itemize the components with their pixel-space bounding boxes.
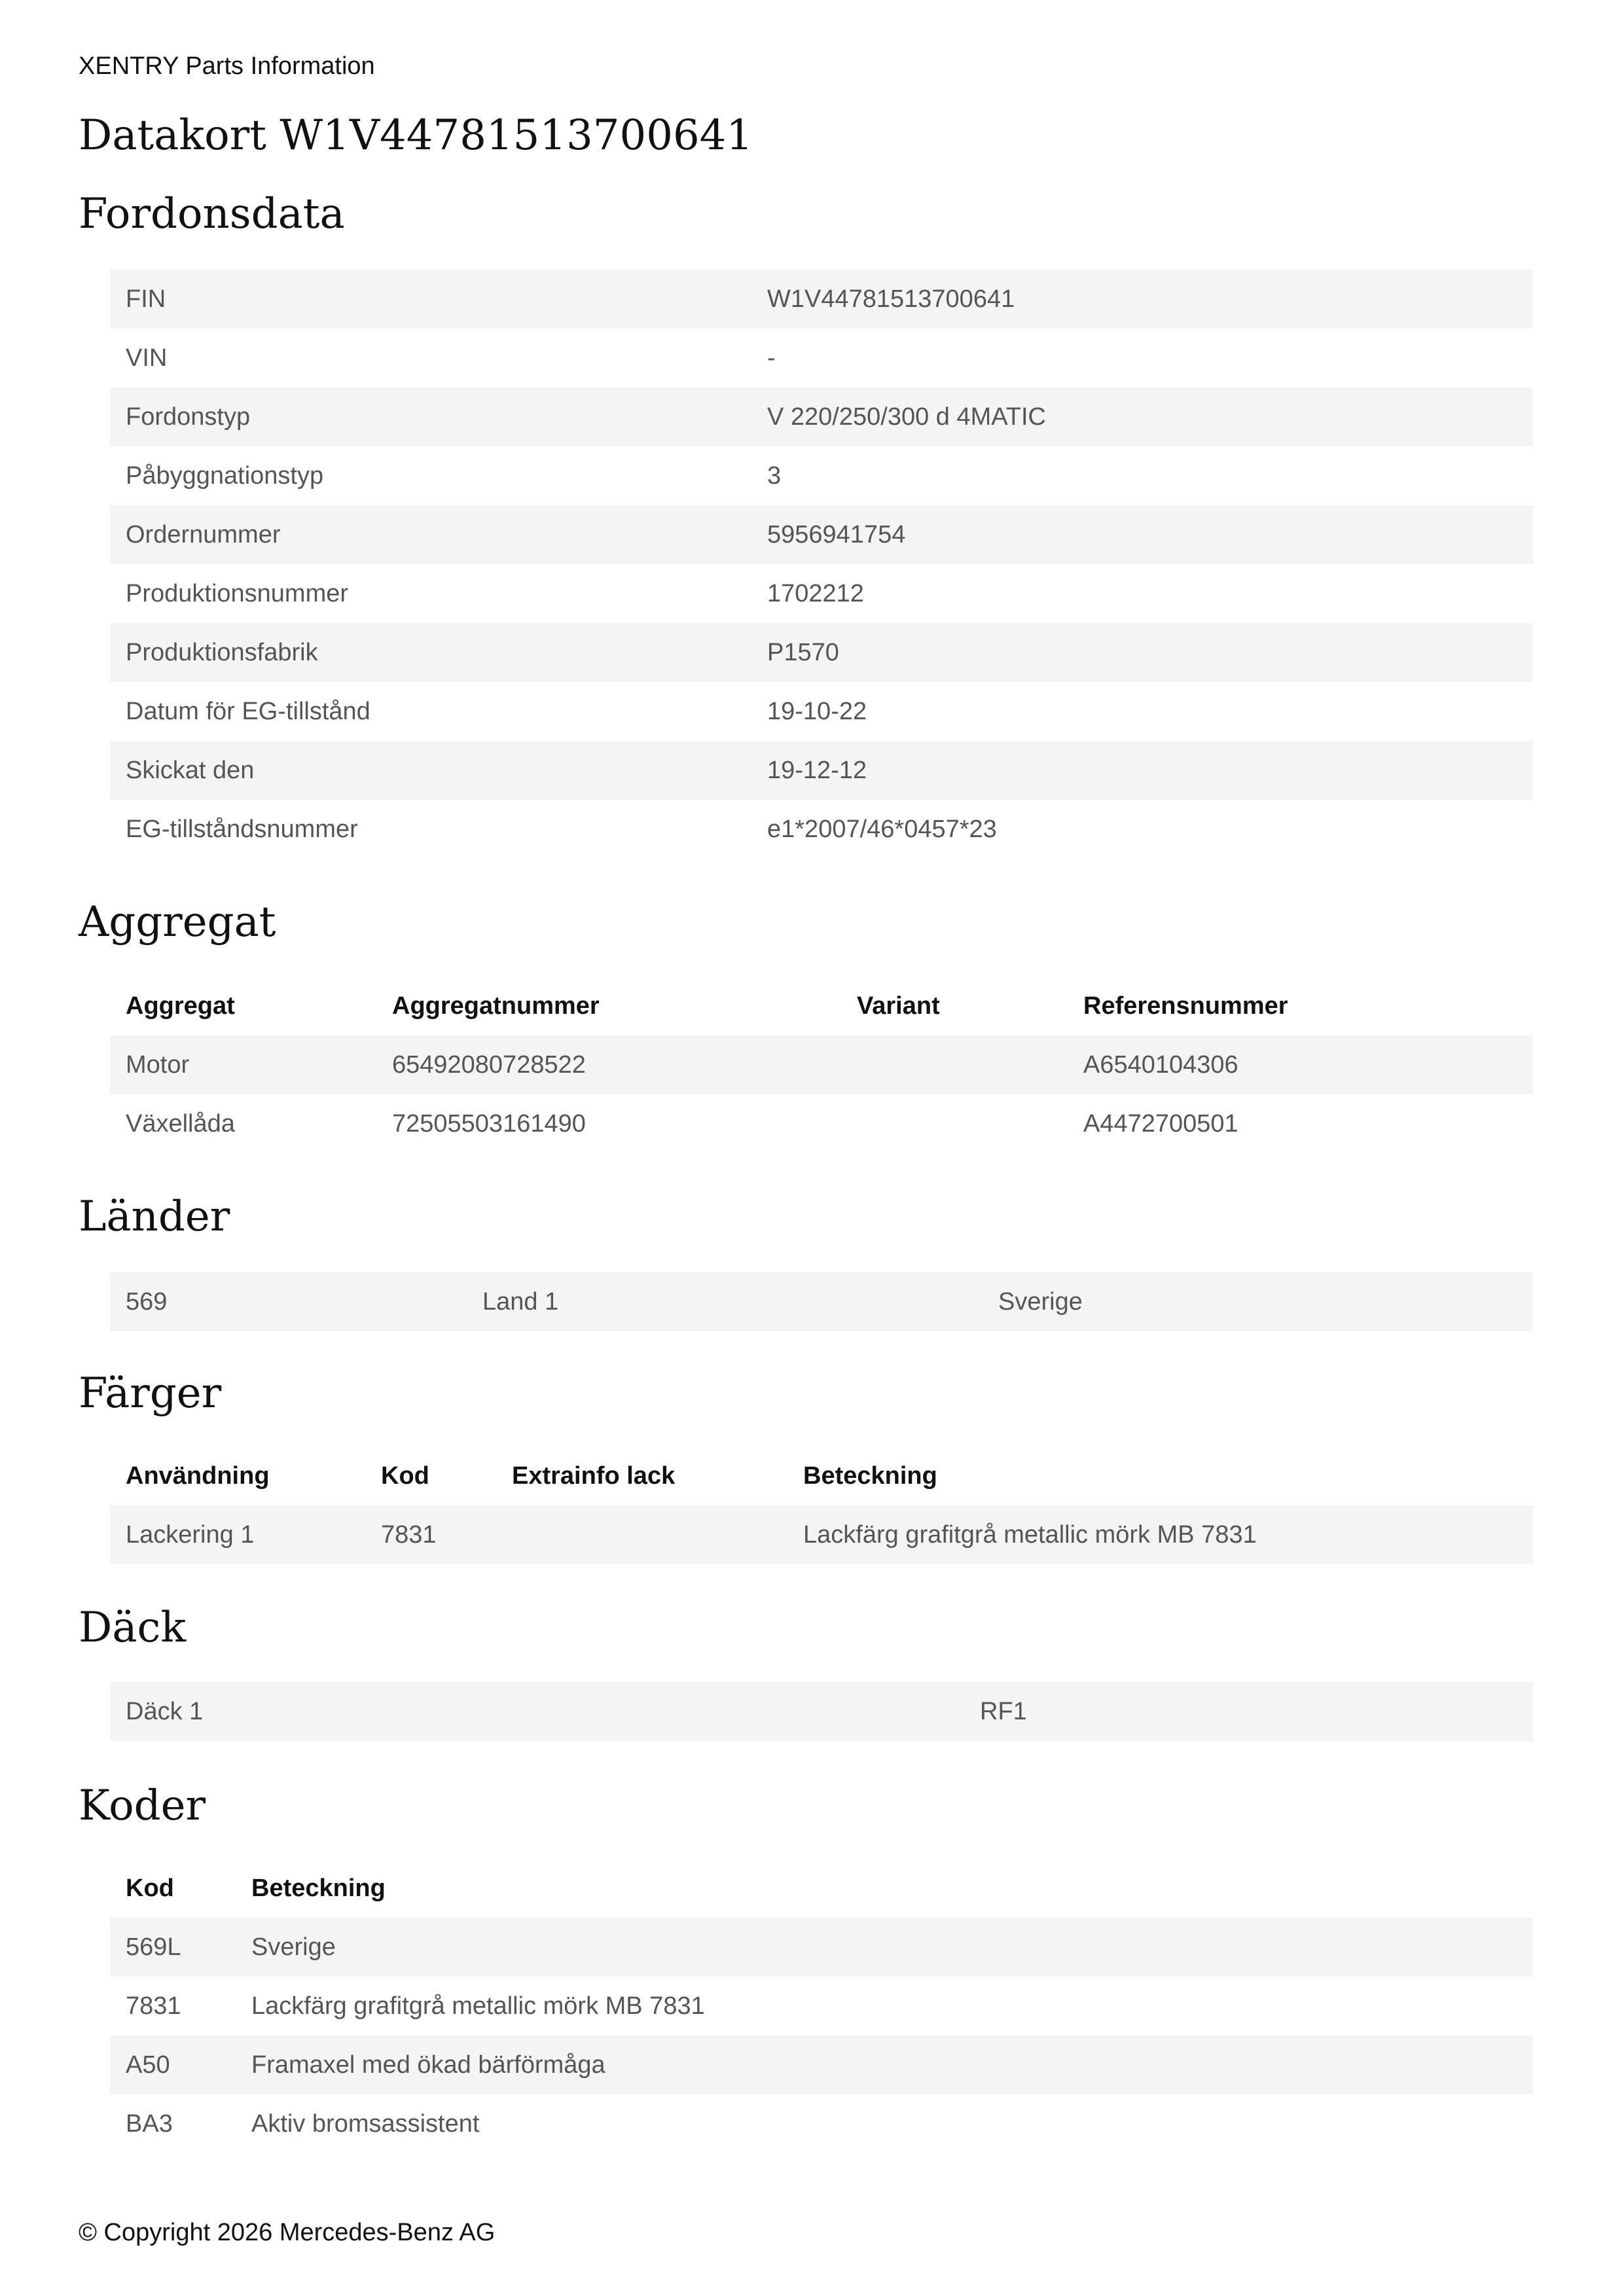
- copyright-footer: © Copyright 2026 Mercedes-Benz AG: [79, 2219, 496, 2246]
- table-row: [110, 446, 1533, 505]
- tire-label: Däck 1: [110, 1682, 964, 1741]
- table-row: [110, 270, 1533, 329]
- table-row: [110, 1035, 1533, 1094]
- color-designation: Lackfärg grafitgrå metallic mörk MB 7831: [787, 1505, 1533, 1564]
- field-label: Produktionsnummer: [126, 579, 349, 607]
- color-usage: Lackering 1: [110, 1505, 365, 1564]
- color-code: 7831: [365, 1505, 496, 1564]
- field-label: Påbyggnationstyp: [126, 461, 324, 490]
- field-value: 19-12-12: [751, 741, 1533, 800]
- column-header: Referensnummer: [1083, 992, 1288, 1020]
- column-header: Kod: [126, 1874, 174, 1902]
- column-header: Beteckning: [251, 1874, 386, 1902]
- table-row: [110, 1094, 1533, 1153]
- table-row: [110, 1272, 1533, 1331]
- column-header: Kod: [381, 1462, 429, 1490]
- table-row: [110, 387, 1533, 446]
- field-label: FIN: [110, 270, 751, 329]
- column-header: Användning: [126, 1462, 270, 1490]
- code: 569L: [110, 1918, 236, 1977]
- aggregate-variant: [841, 1094, 1068, 1153]
- table-row: [110, 623, 1533, 682]
- section-title-tires: Däck: [79, 1604, 187, 1652]
- document-title: Datakort W1V44781513700641: [79, 111, 753, 160]
- field-label: VIN: [126, 344, 168, 372]
- table-row: [110, 2036, 1533, 2094]
- table-row: [110, 564, 1533, 623]
- code: A50: [110, 2036, 236, 2094]
- section-title-vehicle-data: Fordonsdata: [79, 190, 345, 238]
- country-name: Sverige: [983, 1272, 1533, 1331]
- section-title-codes: Koder: [79, 1782, 206, 1830]
- table-row: [110, 1918, 1533, 1977]
- code-designation: Sverige: [236, 1918, 1533, 1977]
- code-designation: Aktiv bromsassistent: [251, 2109, 480, 2138]
- vehicle-data-table: [110, 270, 1533, 859]
- table-row: [110, 1505, 1533, 1564]
- table-row: [110, 2094, 1533, 2153]
- field-value: 5956941754: [751, 505, 1533, 564]
- country-label: Land 1: [467, 1272, 983, 1331]
- table-header-row: [110, 1859, 1533, 1918]
- table-row: [110, 505, 1533, 564]
- aggregate-reference: A4472700501: [1083, 1109, 1238, 1138]
- section-title-aggregates: Aggregat: [79, 898, 276, 946]
- field-value: P1570: [751, 623, 1533, 682]
- aggregates-table: [110, 977, 1533, 1153]
- field-label: Ordernummer: [110, 505, 751, 564]
- column-header: Variant: [857, 992, 940, 1020]
- code: BA3: [126, 2109, 173, 2138]
- aggregate-name: Motor: [110, 1035, 376, 1094]
- color-extra-info: [496, 1505, 787, 1564]
- column-header: Aggregatnummer: [392, 992, 600, 1020]
- field-value: W1V44781513700641: [751, 270, 1533, 329]
- field-label: Datum för EG-tillstånd: [126, 697, 370, 725]
- aggregate-name: Växellåda: [126, 1109, 235, 1138]
- countries-table: [110, 1272, 1533, 1331]
- colors-table: [110, 1446, 1533, 1564]
- aggregate-number: 65492080728522: [376, 1035, 841, 1094]
- field-label: Fordonstyp: [110, 387, 751, 446]
- field-value: 19-10-22: [767, 697, 867, 725]
- field-value: -: [767, 344, 776, 372]
- aggregate-variant: [841, 1035, 1068, 1094]
- column-header: Extrainfo lack: [512, 1462, 676, 1490]
- column-header: Aggregat: [126, 992, 235, 1020]
- table-row: [110, 1977, 1533, 2036]
- field-value: 3: [767, 461, 782, 490]
- table-row: [110, 329, 1533, 387]
- field-value: V 220/250/300 d 4MATIC: [751, 387, 1533, 446]
- section-title-colors: Färger: [79, 1369, 222, 1418]
- country-code: 569: [110, 1272, 467, 1331]
- field-value: e1*2007/46*0457*23: [767, 815, 997, 843]
- app-title: XENTRY Parts Information: [79, 52, 375, 80]
- table-row: [110, 741, 1533, 800]
- tires-table: [110, 1682, 1533, 1741]
- field-label: Produktionsfabrik: [110, 623, 751, 682]
- table-row: [110, 682, 1533, 741]
- aggregate-reference: A6540104306: [1068, 1035, 1533, 1094]
- column-header: Beteckning: [803, 1462, 937, 1490]
- table-header-row: [110, 1446, 1533, 1505]
- code-designation: Framaxel med ökad bärförmåga: [236, 2036, 1533, 2094]
- codes-table: [110, 1859, 1533, 2153]
- field-label: Skickat den: [110, 741, 751, 800]
- code-designation: Lackfärg grafitgrå metallic mörk MB 7831: [251, 1992, 705, 2020]
- aggregate-number: 72505503161490: [392, 1109, 586, 1138]
- table-row: [110, 1682, 1533, 1741]
- field-value: 1702212: [767, 579, 864, 607]
- table-header-row: [110, 977, 1533, 1035]
- section-title-countries: Länder: [79, 1193, 230, 1241]
- field-label: EG-tillståndsnummer: [126, 815, 358, 843]
- tire-value: RF1: [964, 1682, 1533, 1741]
- code: 7831: [126, 1992, 181, 2020]
- table-row: [110, 800, 1533, 859]
